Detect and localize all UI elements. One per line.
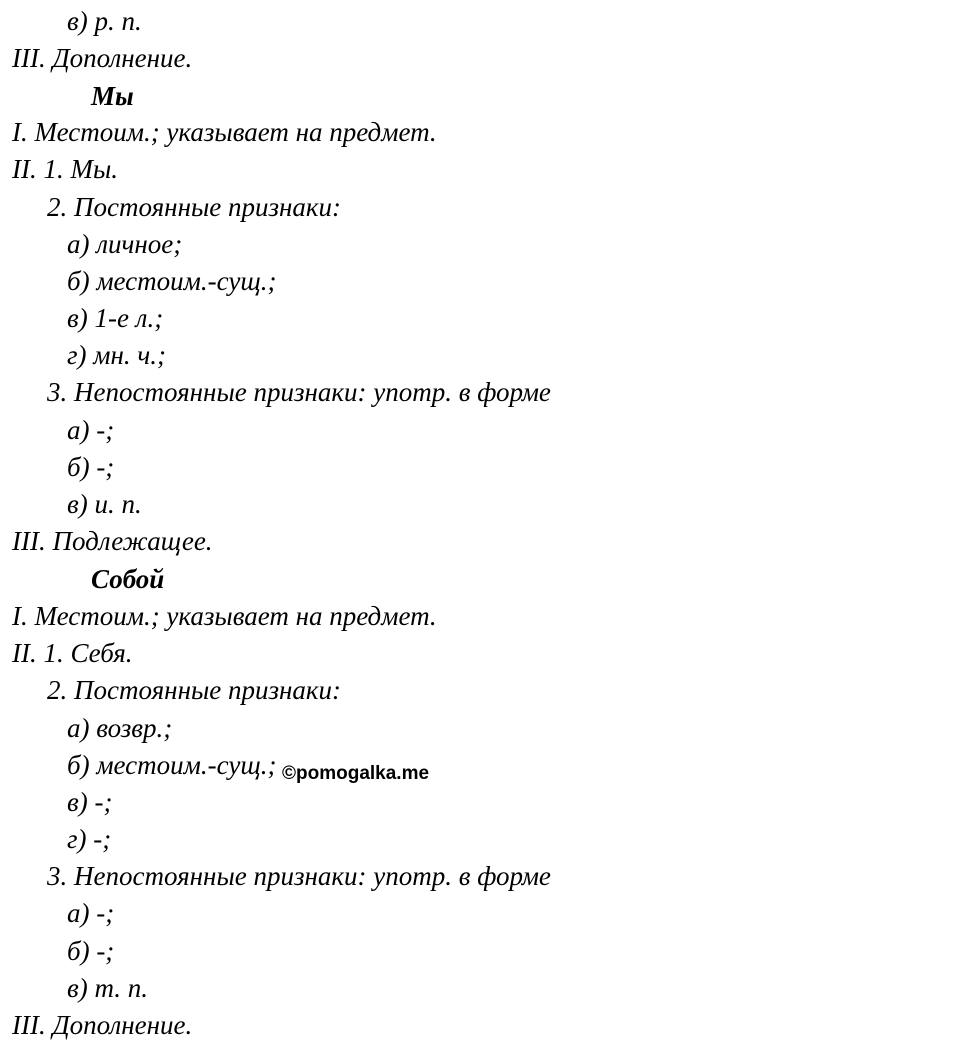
text-line: II. 1. Мы. [12, 154, 119, 184]
text-line: III. Подлежащее. [12, 526, 213, 556]
text-line: II. 1. Себя. [12, 638, 133, 668]
text-line: в) р. п. [67, 6, 142, 36]
text-line: а) -; [67, 415, 115, 445]
text-line: I. Местоим.; указывает на предмет. [12, 601, 437, 631]
text-line: в) -; [67, 787, 113, 817]
text-line: б) -; [67, 936, 115, 966]
text-line: I. Местоим.; указывает на предмет. [12, 117, 437, 147]
text-line: а) -; [67, 898, 115, 928]
text-line: б) местоим.-сущ.; [67, 750, 277, 780]
text-line: 2. Постоянные признаки: [47, 192, 342, 222]
text-line: г) мн. ч.; [67, 340, 167, 370]
text-line: в) 1-е л.; [67, 303, 164, 333]
section-heading: Собой [91, 564, 165, 594]
text-line: а) возвр.; [67, 713, 173, 743]
text-line: в) и. п. [67, 489, 142, 519]
text-line: б) -; [67, 452, 115, 482]
text-line: III. Дополнение. [12, 43, 193, 73]
text-line: а) личное; [67, 229, 183, 259]
text-line: 3. Непостоянные признаки: употр. в форме [47, 861, 551, 891]
text-line: г) -; [67, 824, 112, 854]
text-line: 2. Постоянные признаки: [47, 675, 342, 705]
text-line: б) местоим.-сущ.; [67, 266, 277, 296]
section-heading: Мы [91, 81, 134, 111]
watermark: ©pomogalka.me [282, 763, 430, 784]
text-line: в) т. п. [67, 973, 149, 1003]
text-line: 3. Непостоянные признаки: употр. в форме [47, 377, 551, 407]
text-line: III. Дополнение. [12, 1010, 193, 1040]
